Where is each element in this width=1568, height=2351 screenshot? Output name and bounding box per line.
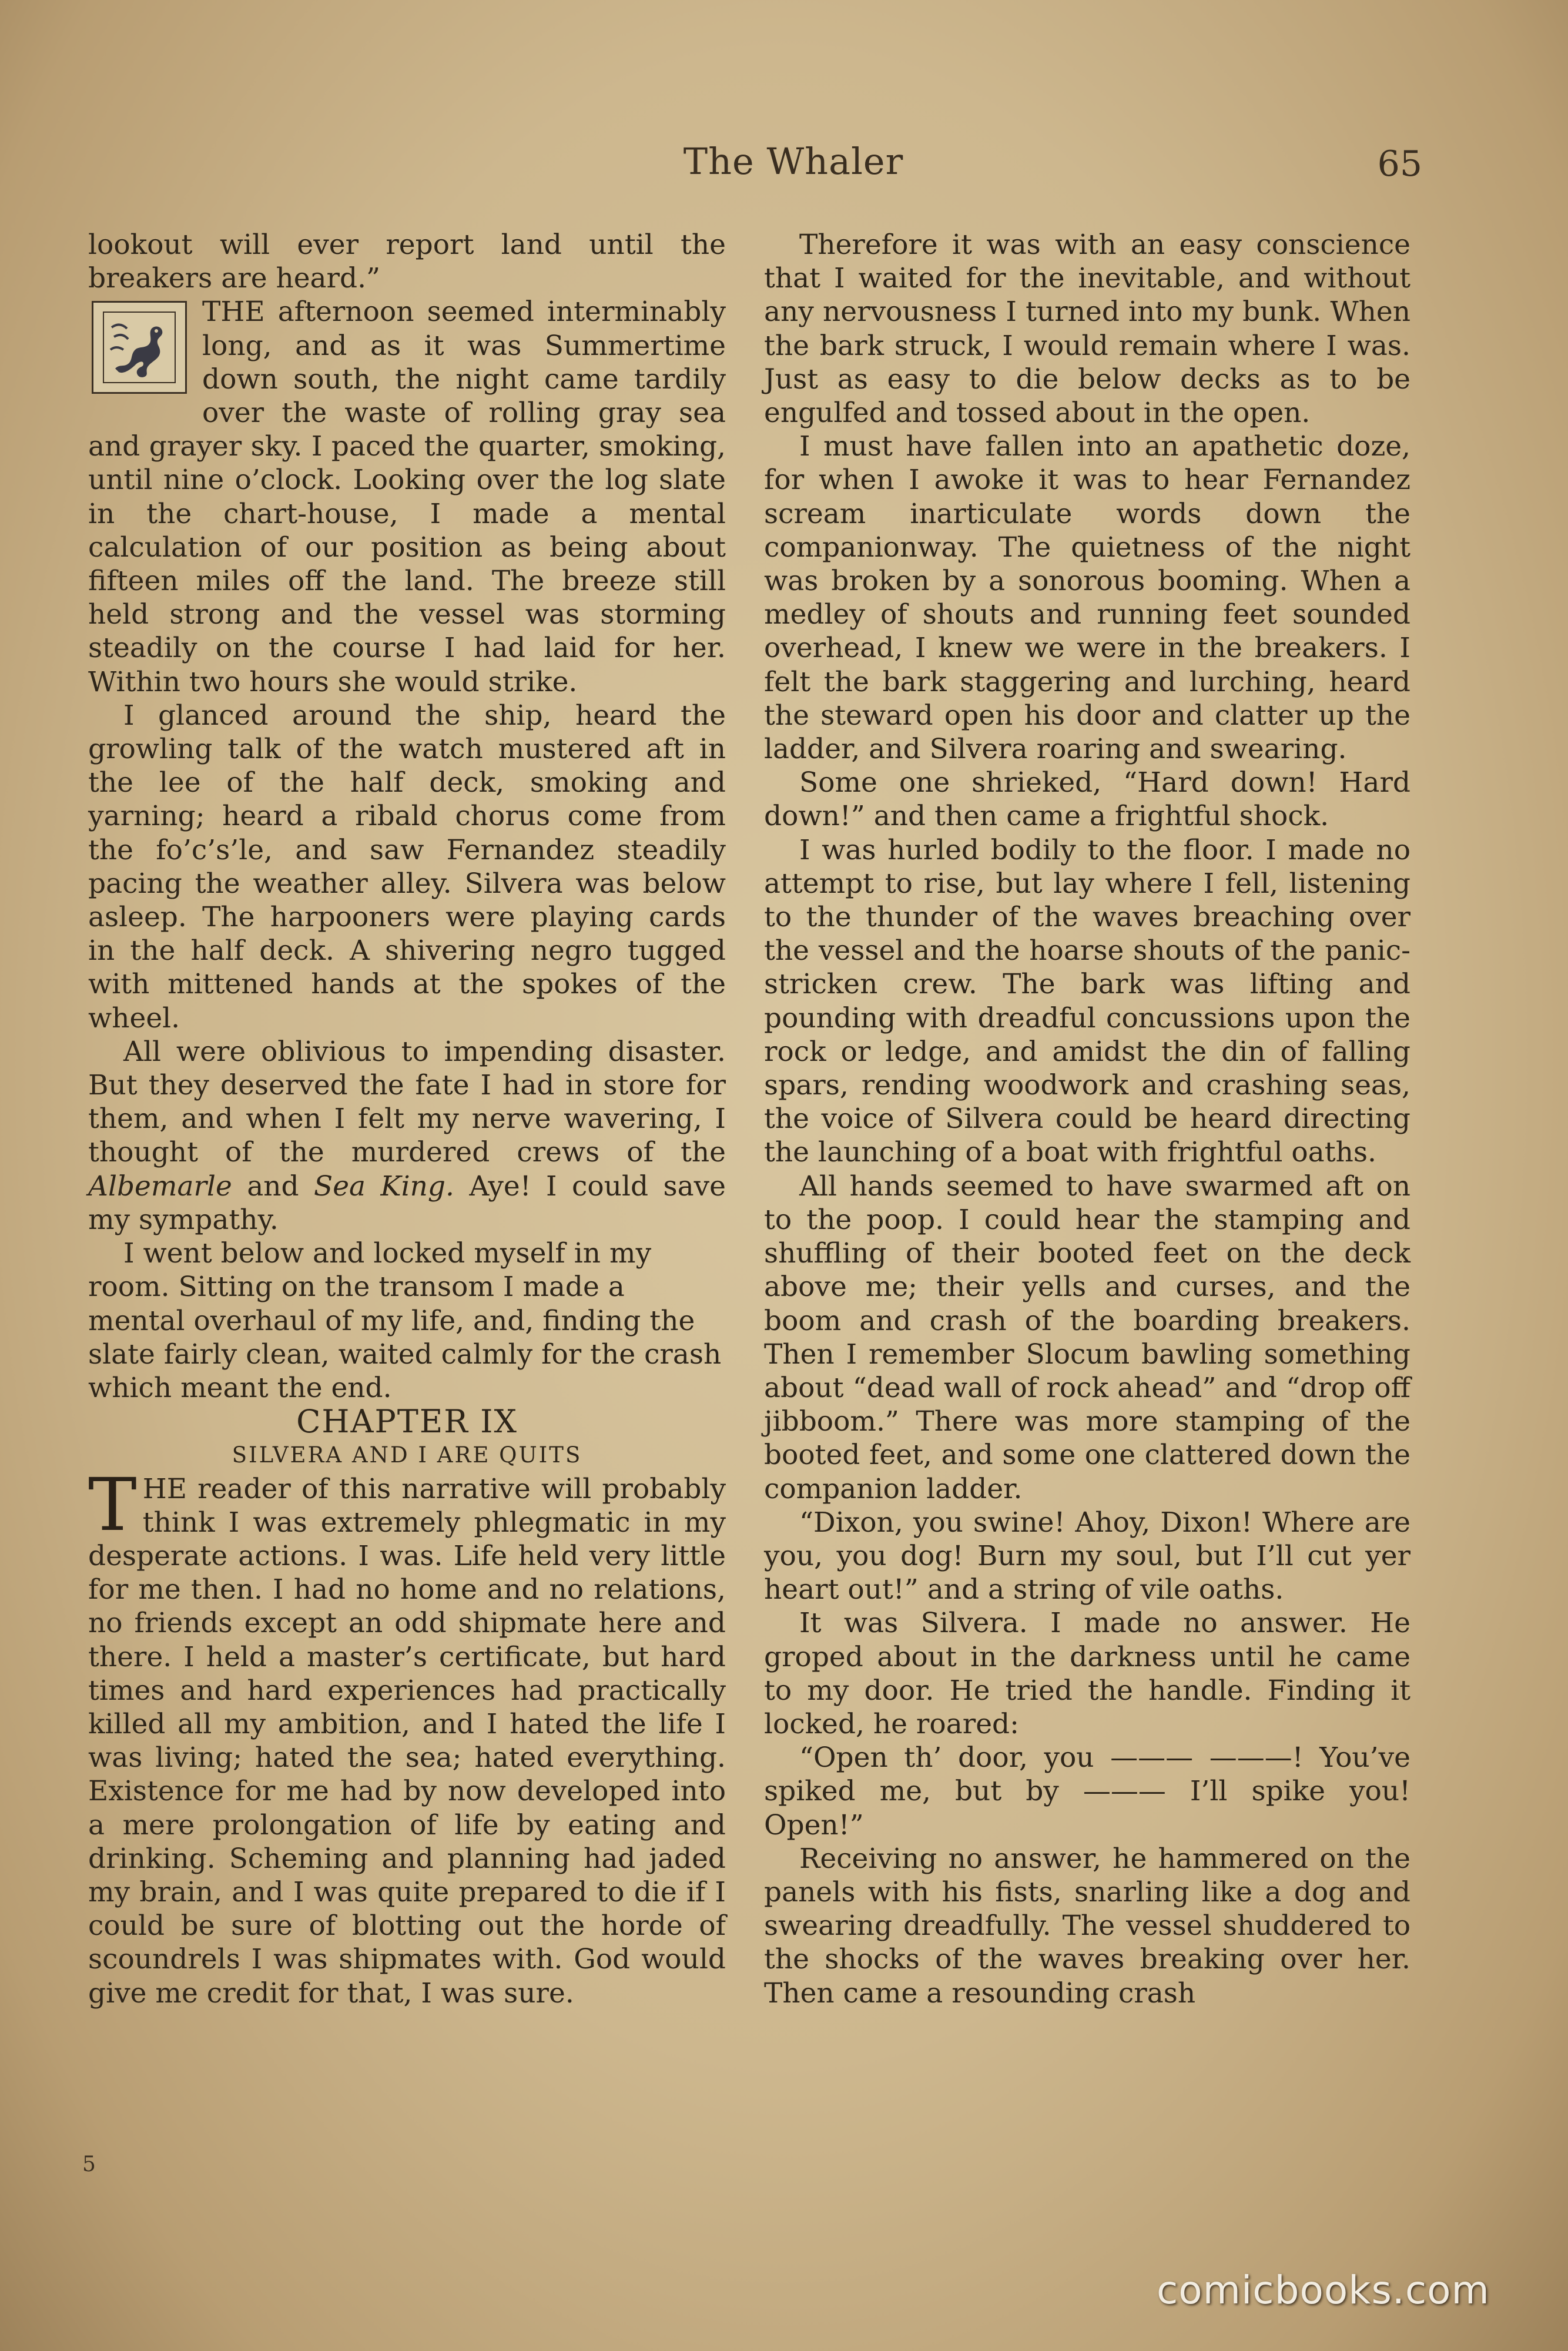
paragraph: I must have fallen into an apathetic doze, for when I awoke it was to hear Fernandez scream inarticulate words down the companionway. The quietness of the night was broken by a sonorous booming. When a medley of shouts and running feet sounded overhead, I knew we were in the breakers. I felt the bark staggering and lurching, heard the steward open his door and clatter up the ladder, and Silvera roaring and swearing.: [764, 430, 1410, 766]
chapter-subtitle: SILVERA AND I ARE QUITS: [232, 1442, 582, 1468]
paragraph: I was hurled bodily to the floor. I made no attempt to rise, but lay where I fell, listening to the thunder of the waves breaching over the vessel and the hoarse shouts of the panic-stricken crew. The bark was lifting and pounding with dreadful concussions upon the rock or ledge, and amidst the din of falling spars, rending woodwork and crashing seas, the voice of Silvera could be heard directing the launching of a boat with frightful oaths.: [764, 833, 1410, 1169]
ship-name: Sea King.: [314, 1170, 454, 1203]
ornament-paragraph: THE afternoon seemed interminably long, and as it was Summertime down south, the night came tardily over the waste of rolling gray sea and grayer sky. I paced the quarter, smoking, until nine o’clock. Looking over the log slate in the chart-house, I made a mental calculation of our position as being about fifteen miles off the land. The breeze still held strong and the vessel was storming steadily on the course I had laid for her. Within two hours she would strike.: [88, 296, 726, 698]
paragraph: I went below and locked myself in my room. Sitting on the transom I made a mental overhaul of my life, and, finding the slate fairly clean, waited calmly for the crash which meant the end.: [88, 1237, 722, 1404]
ship-name: Albemarle: [88, 1170, 232, 1203]
text-line: spiked me, but by ——— I’ll spike you!: [764, 1775, 1410, 1808]
seahorse-ornament-icon: [92, 301, 187, 394]
paragraph: It was Silvera. I made no answer. He groped about in the darkness until he came to my door. He tried the handle. Finding it locked, he roared:: [764, 1607, 1410, 1740]
drop-cap: T: [88, 1462, 137, 1548]
running-title: The Whaler: [683, 140, 904, 183]
page-number: 65: [1377, 143, 1422, 185]
paragraph: Therefore it was with an easy conscience that I waited for the inevitable, and without any nervousness I turned into my bunk. When the bark struck, I would remain where I was. Just as easy to die below decks as to be engulfed and tossed about in the open.: [764, 229, 1410, 430]
text-line: Open!”: [764, 1809, 864, 1841]
paragraph: All hands seemed to have swarmed aft on to the poop. I could hear the stamping and shuffling of their booted feet on the deck above me; their yells and curses, and the boom and crash of the boarding breakers. Then I remember Slocum bawling something about “dead wall of rock ahead” and “drop off jibboom.” There was more stamping of the booted feet, and some one clattered down the companion ladder.: [764, 1170, 1410, 1505]
watermark: comicbooks.com: [1157, 2268, 1490, 2313]
paragraph: Receiving no answer, he hammered on the panels with his fists, snarling like a dog and swearing dreadfully. The vessel shuddered to the shocks of the waves breaking over her. Then came a resounding crash: [764, 1842, 1410, 2010]
text-line: “Open th’ door, you ——— ———! You’ve: [799, 1742, 1410, 1774]
paragraph: All were oblivious to impending disaster. But they deserved the fate I had in store for them, and when I felt my nerve wavering, I thought of the murdered crews of the Albemarle and Sea King. Aye! I could save my sympathy.: [88, 1035, 726, 1236]
dropcap-paragraph: THE reader of this narrative will probably think I was extremely phlegmatic in my desperate actions. I was. Life held very little for me then. I had no home and no relations, no friends except an odd shipmate here and there. I held a master’s certificate, but hard times and hard experiences had practically killed all my ambition, and I hated the life I was living; hated the sea; hated everything. Existence for me had by now developed into a mere prolongation of life by eating and drinking. Scheming and planning had jaded my brain, and I was quite prepared to die if I could be sure of blotting out the horde of scoundrels I was shipmates with. God would give me credit for that, I was sure.: [88, 1462, 726, 2010]
chapter-title: CHAPTER IX: [296, 1403, 518, 1441]
paragraph: I glanced around the ship, heard the growling talk of the watch mustered aft in the lee of the half deck, smoking and yarning; heard a ribald chorus come from the fo’c’s’le, and saw Fernandez steadily pacing the weather alley. Silvera was below asleep. The harpooners were playing cards in the half deck. A shivering negro tugged with mittened hands at the spokes of the wheel.: [88, 699, 726, 1034]
left-column: [88, 228, 726, 2010]
paragraph: Some one shrieked, “Hard down! Hard down!” and then came a frightful shock.: [764, 766, 1410, 833]
paragraph: “Dixon, you swine! Ahoy, Dixon! Where are you, you dog! Burn my soul, but I’ll cut yer heart out!” and a string of vile oaths.: [764, 1506, 1410, 1606]
right-column: [764, 228, 1410, 2010]
signature-mark: 5: [82, 2152, 96, 2176]
paragraph: lookout will ever report land until the breakers are heard.”: [88, 229, 726, 295]
